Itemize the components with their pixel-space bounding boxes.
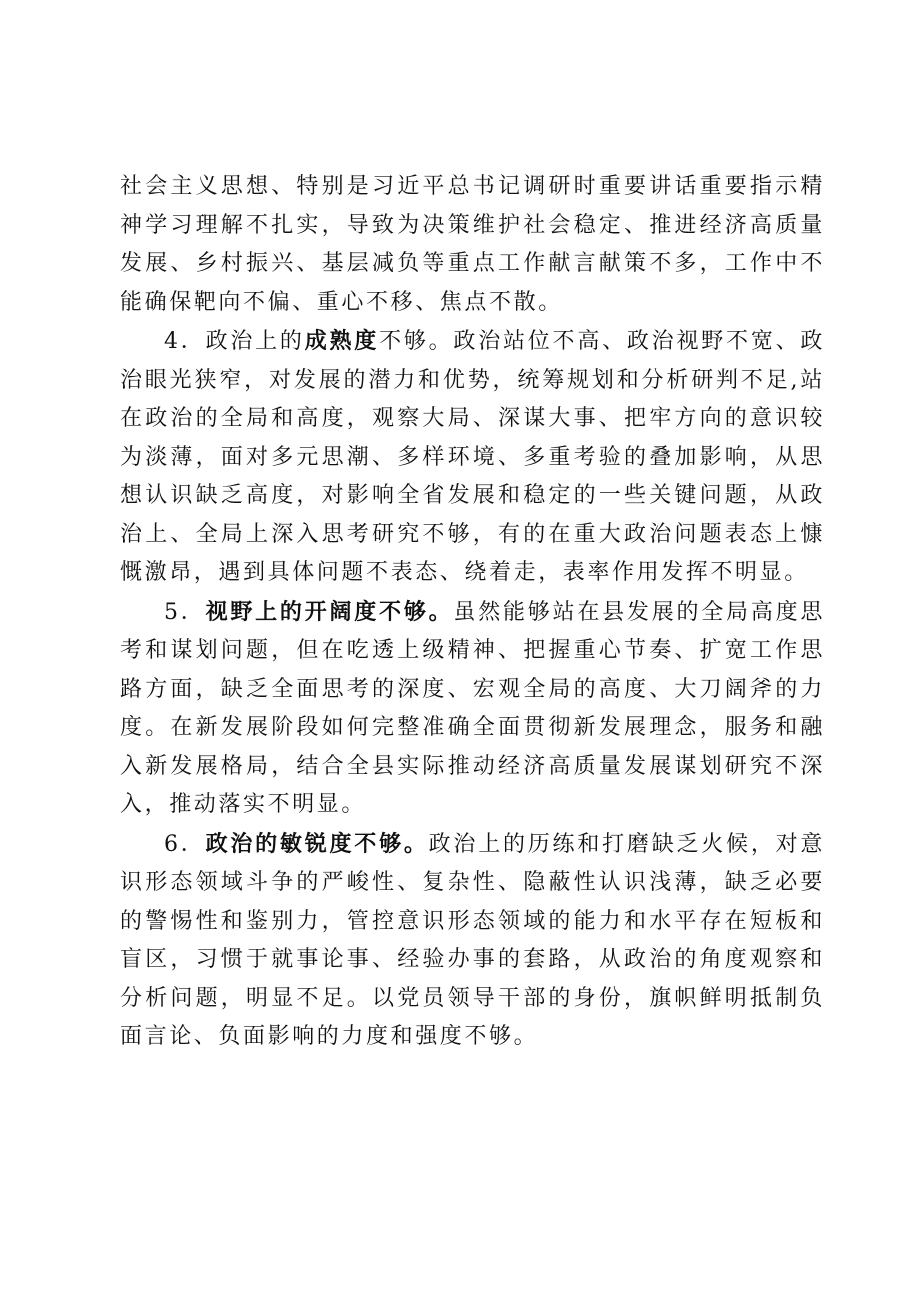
item-lead-tail: 不够。 (379, 329, 454, 354)
item-number: 6． (164, 831, 206, 857)
item-lead-bold: 视野上的开阔度不够。 (205, 598, 454, 625)
item-lead-bold: 成熟度 (304, 328, 380, 354)
paragraph-continuation (120, 168, 825, 322)
paragraph-item-4 (120, 322, 825, 593)
document-body (120, 168, 825, 1057)
paragraph-item-5 (120, 593, 825, 825)
paragraph-text: 政治站位不高、政治视野不宽、政治眼光狭窄，对发展的潜力和优势，统筹规划和分析研判不足,站在政治的全局和高度，观察大局、深谋大事、把牢方向的意识较为淡薄，面对多元思潮、多样环境、多重考验的叠加影响，从思想认识缺乏高度，对影响全省发展和稳定的一些关键问题，从政治上、全局上深入思考研究不够，有的在重大政治问题表态上慷慨激昂，遇到具体问题不表态、绕着走，表率作用发挥不明显。 (120, 329, 825, 585)
paragraph-item-6 (120, 825, 825, 1057)
item-number: 5． (164, 599, 206, 625)
paragraph-text: 政治上的历练和打磨缺乏火候，对意识形态领域斗争的严峻性、复杂性、隐蔽性认识浅薄，缺乏必要的警惕性和鉴别力，管控意识形态领域的能力和水平存在短板和盲区，习惯于就事论事、经验办事的套路，从政治的角度观察和分析问题，明显不足。以党员领导干部的身份，旗帜鲜明抵制负面言论、负面影响的力度和强度不够。 (120, 831, 826, 1049)
item-lead-bold: 政治的敏锐度不够。 (205, 830, 429, 857)
paragraph-text: 虽然能够站在县发展的全局高度思考和谋划问题，但在吃透上级精神、把握重心节奏、扩宽工作思路方面，缺乏全面思考的深度、宏观全局的高度、大刀阔斧的力度。在新发展阶段如何完整准确全面贯彻新发展理念，服务和融入新发展格局，结合全县实际推动经济高质量发展谋划研究不深入，推动落实不明显。 (120, 599, 825, 817)
item-lead-plain: 政治上的 (205, 329, 305, 354)
item-number: 4． (164, 329, 206, 354)
paragraph-text: 社会主义思想、特别是习近平总书记调研时重要讲话重要指示精神学习理解不扎实，导致为决策维护社会稳定、推进经济高质量发展、乡村振兴、基层减负等重点工作献言献策不多，工作中不能确保靶向不偏、重心不移、焦点不散。 (120, 174, 825, 315)
